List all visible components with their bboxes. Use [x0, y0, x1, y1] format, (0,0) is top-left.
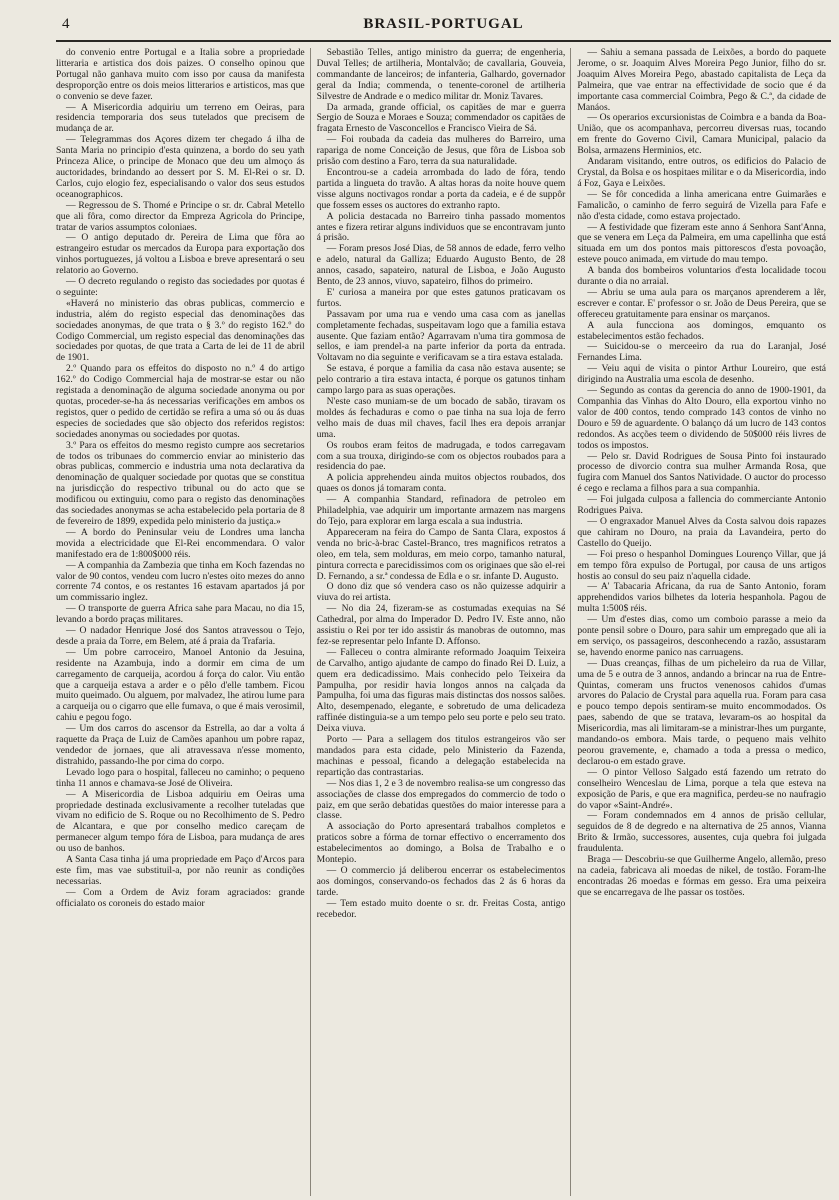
paragraph: — Telegrammas dos Açores dizem ter chegado á ilha de Santa Maria no principio d'esta quinzena, a bordo do seu yath Princeza Alice, o principe de Monaco que deu um almoço ás auctoridades, brindando ao dessert por S. M. El-Rei o sr. D. Carlos, cujo elogio fez, especialisando o valor dos seus estudos oceanographicos. — [56, 134, 305, 200]
paragraph: A Santa Casa tinha já uma propriedade em Paço d'Arcos para este fim, mas vae substituil-a, por não reunir as condições necessarias. — [56, 854, 305, 887]
paragraph: A policia apprehendeu ainda muitos objectos roubados, dos quaes os donos já tomaram conta. — [316, 472, 566, 495]
paragraph: A banda dos bombeiros voluntarios d'esta localidade tocou durante o dia no arraial. — [577, 265, 827, 288]
column-2 — [317, 48, 572, 1196]
paragraph: — Os operarios excursionistas de Coimbra e a banda da Boa-União, que os acompanhava, percorreu diversas ruas, tocando em frente do Governo Civil, Camara Municipal, palacio da Bolsa, armazens Herminios, etc. — [577, 112, 827, 157]
paragraph: — O pintor Velloso Salgado está fazendo um retrato do conselheiro Wenceslau de Lima, porque a tela que esteva na exposição de Paris, e que era magnifica, perdeu-se no naufragio do vapor «Saint-André». — [577, 766, 827, 811]
paragraph: do convenio entre Portugal e a Italia sobre a propriedade litteraria e artistica dos dois paizes. O conselho opinou que Portugal não ganhava muito com isso por causa da manifesta desproporção entre os dois meios litterarios e artisticos, mas que o convenio se deve fazer. — [56, 48, 305, 102]
paragraph: — Suicidou-se o merceeiro da rua do Laranjal, José Fernandes Lima. — [577, 341, 827, 364]
paragraph: — O antigo deputado dr. Pereira de Lima que fôra ao estrangeiro estudar os mercados da Europa para exportação dos vinhos portuguezes, já voltou a Lisboa e breve apresentará o seu relatorio ao Governo. — [56, 232, 305, 277]
paragraph: Passavam por uma rua e vendo uma casa com as janellas completamente fechadas, suspeitavam logo que a familia estava ausente. Que faziam então? Agarravam n'uma tira gommosa de sellos, e iam prendel-a na parte inferior da porta da entrada. Voltavam no dia seguinte e verificavam se a tira estava estalada. — [316, 308, 566, 364]
paragraph: — O commercio já deliberou encerrar os estabelecimentos aos domingos, conservando-os fechados das 2 ás 6 horas da tarde. — [316, 864, 566, 898]
paragraph: Levado logo para o hospital, falleceu no caminho; o pequeno tinha 11 annos e chamava-se José de Oliveira. — [56, 766, 305, 789]
paragraph: 3.º Para os effeitos do mesmo registo cumpre aos secretarios de todos os tribunaes do commercio enviar ao ministerio das obras publicas, commercio e industria uma nota declarativa da denominação de qualquer sociedade por quotas que se constitua na jurisdicção do respectivo tribunal ou do acto que se modificou ou extinguiu, como para o registo das denominações das sociedades anonymas se acha estabelecido pela portaria de 8 de fevereiro de 1899, expedida pelo ministerio da justiça.» — [56, 439, 305, 527]
paragraph: — Abriu se uma aula para os marçanos aprenderem a lêr, escrever e contar. E' professor o sr. João de Deus Pereira, que se offereceu gratuitamente para ensinar os marçanos. — [577, 286, 827, 320]
paragraph: — A companhia da Zambezia que tinha em Koch fazendas no valor de 90 contos, vendeu com lucro n'estes oito mezes do anno corrente 74 contos, e os restantes 16 estavam apartados já por um commissario inglez. — [56, 559, 305, 604]
paragraph: — Foram condemnados em 4 annos de prisão cellular, seguidos de 8 de degredo e na alternativa de 25 annos, Vianna Brito & Irmão, successores, ausentes, cuja quebra foi julgada fraudulenta. — [577, 810, 827, 855]
paragraph: — Um d'estes dias, como um comboio parasse a meio da ponte pensil sobre o Douro, para sahir um empregado que ali ia em serviço, os passageiros, desconhecendo a razão, assustaram se, havendo enorme panico nas carruagens. — [577, 614, 827, 658]
paragraph: — No dia 24, fizeram-se as costumadas exequias na Sé Cathedral, por alma do Imperador D. Pedro IV. Este anno, não assistiu o Rei por ter ido assistir ás manobras de outomno, mas fez-se representar pelo Infante D. Affonso. — [316, 603, 566, 647]
paragraph: «Haverá no ministerio das obras publicas, commercio e industria, além do registo especial das denominações das sociedades anonymas, de que trata o § 3.º do registo 162.º do Codigo Commercial, um registo especial das denominações das sociedades por quotas, de que trata a Carta de lei de 11 de abril de 1901. — [56, 297, 305, 364]
paragraph: Porto — Para a sellagem dos titulos estrangeiros vão ser mandados para esta cidade, pelo Ministerio da Fazenda, machinas e pessoal, ficando a delegação estabelecida na repartição das contrastarias. — [316, 734, 566, 778]
paragraph: — O engraxador Manuel Alves da Costa salvou dois rapazes que cahiram no Douro, na praia da Lavandeira, perto do Castello do Queijo. — [577, 515, 827, 549]
paragraph: 2.º Quando para os effeitos do disposto no n.º 4 do artigo 162.º do Codigo Commercial haja de mostrar-se estar ou não registada a denominação de alguma sociedade anonyma ou por quotas, proceder-se-ha ás necessarias verificações em ambos os registos, quer o pedido de certidão se refira a uma só ou ás duas especies de sociedades que são objecto dos referidos registos: sociedades anonymas ou sociedades por quotas. — [56, 363, 305, 440]
paragraph: Andaram visitando, entre outros, os edificios do Palacio de Crystal, da Bolsa e os hospitaes militar e o da Misericordia, indo á Foz, Gaya e Leixões. — [577, 156, 827, 189]
paragraph: — Foi preso o hespanhol Domingues Lourenço Villar, que já em tempo fôra expulso de Portugal, por causa de uns artigos hostis ao consul do seu paiz n'aquella cidade. — [577, 548, 827, 582]
header-rule — [56, 40, 831, 42]
paragraph: — Foi roubada da cadeia das mulheres do Barreiro, uma rapariga de nome Conceição de Jesus, que fôra de Lisboa sob prisão com destino a Faro, terra da sua naturalidade. — [316, 134, 566, 168]
paragraph: Appareceram na feira do Campo de Santa Clara, expostos á venda no bric-à-brac Castel-Branco, tres magnificos retratos a oleo, em tela, sem molduras, em meio corpo, tamanho natural, pintura correcta e parecidissimos com os originaes que são el-rei D. Fernando, a sr.ª condessa de Edla e o sr. infante D. Augusto. — [316, 526, 566, 582]
column-3 — [577, 48, 831, 1196]
paragraph: O dono diz que só vendera caso os não quizesse adquirir a viuva do rei artista. — [316, 581, 566, 604]
article-columns — [56, 48, 831, 1196]
paragraph: — Se fôr concedida a linha americana entre Guimarães e Famalicão, o caminho de ferro seguirá de Vizella para Fafe e não d'esta cidade, como estava projectado. — [577, 188, 827, 222]
paragraph: — Regressou de S. Thomé e Principe o sr. dr. Cabral Metello que ali fôra, como director da Empreza Agricola do Principe, tratar de varios assumptos coloniaes. — [56, 199, 305, 233]
paragraph: — Sahiu a semana passada de Leixões, a bordo do paquete Jerome, o sr. Joaquim Alves Moreira Pego Junior, filho do sr. Joaquim Alves Moreira Pego, abastado capitalista de Leça da Palmeira, que vae entrar na effectividade de socio que é da importante casa commercial Coimbra, Pego & C.ª, da cidade de Manáos. — [577, 48, 827, 113]
paragraph: — Nos dias 1, 2 e 3 de novembro realisa-se um congresso das associações de classe dos empregados do commercio de todo o paiz, em que serão debatidas questões do maior interesse para a classe. — [316, 777, 566, 822]
paragraph: — Duas creanças, filhas de um picheleiro da rua de Villar, uma de 5 e outra de 3 annos, andando a brincar na rua de Entre-Quintas, comeram uns fructos venenosos cahidos d'umas arvores do Palacio de Crystal para aquella rua. Foram para casa e pouco tempo depois sentiram-se muito encommodados. Os paes, sabendo de que se tratava, levaram-os ao hospital da Misericordia, mas ali limitaram-se a ministrar-lhes um purgante, mandando-os embora. Mais tarde, o pequeno mais velhito peorou gravemente, e, chamado a toda a pressa o medico, declarou-o em estado grave. — [577, 657, 827, 767]
paragraph: Se estava, é porque a familia da casa não estava ausente; se pelo contrario a tira estava intacta, é porque os gatunos tinham campo largo para as suas operações. — [316, 363, 566, 397]
paragraph: Os roubos eram feitos de madrugada, e todos carregavam com a sua trouxa, dirigindo-se com os objectos roubados para a residencia do pae. — [316, 439, 566, 473]
paragraph: — O decreto regulando o registo das sociedades por quotas é o seguinte: — [56, 276, 305, 298]
paragraph: — Foi julgada culposa a fallencia do commerciante Antonio Rodrigues Paiva. — [577, 494, 827, 517]
paragraph: Encontrou-se a cadeia arrombada do lado de fóra, tendo partida a lingueta do travão. A altas horas da noite houve quem visse alguns noctivagos rondar a porta da cadeia, e é de suppôr que fossem esses os auctores do extranho rapto. — [316, 166, 566, 211]
paragraph: — Um pobre carroceiro, Manoel Antonio da Jesuina, residente na Azambuja, indo a dormir em cima de um carregamento de carqueija, acordou á força do calor. Viu então que a carqueija estava a arder e o pêlo d'elle tambem. Ficou muito queimado. Ou alguem, por malvadez, lhe atirou lume para a carqueija ou o cigarro que elle fumava, o que é mais verosimil, cahiu e pegou fogo. — [56, 646, 305, 724]
paragraph: — Falleceu o contra almirante reformado Joaquim Teixeira de Carvalho, antigo ajudante de campo do finado Rei D. Luiz, a quem era dedicadissimo. Mais conhecido pelo Teixeira da Pampulha, por residir havia longos annos na calçada da Pampulha, foi uma das figuras mais distinctas dos nossos salões. Alto, desempenado, elegante, e sobretudo de uma delicadeza raffinée distinguia-se a um tempo pelo seu porte e pelo seu trato. Deixa viuva. — [316, 646, 566, 735]
paragraph: Braga — Descobriu-se que Guilherme Angelo, allemão, preso na cadeia, fabricava ali moedas de nikel, de tostão. Foram-lhe encontradas 26 moedas e fórmas em gesso. Era uma peixeira que se encarregava de lhe passar os tostões. — [577, 854, 827, 898]
paragraph: — A' Tabacaria Africana, da rua de Santo Antonio, foram apprehendidos varios bilhetes da loteria hespanhola. Pagou de multa 1:500$ réis. — [577, 581, 827, 615]
paragraph: — A festividade que fizeram este anno á Senhora Sant'Anna, que se venera em Leça da Palmeira, em uma capellinha que está situada em um dos pontos mais pittorescos d'esta povoação, esteve pouco animada, em virtude do mau tempo. — [577, 221, 827, 266]
paragraph: Da armada, grande official, os capitães de mar e guerra Sergio de Souza e Moraes e Souza; commendador os capitães de fragata Ernesto de Vasconcellos e Francisco Vieira de Sá. — [316, 101, 566, 135]
paragraph: — O nadador Henrique José dos Santos atravessou o Tejo, desde a praia da Torre, em Belem, até á praia da Trafaria. — [56, 625, 305, 647]
paragraph: — A Misericordia adquiriu um terreno em Oeiras, para residencia temporaria dos seus tutelados que precisem de mudança de ar. — [56, 101, 305, 135]
column-1 — [56, 48, 311, 1196]
page-header — [56, 16, 831, 38]
paragraph: — Tem estado muito doente o sr. dr. Freitas Costa, antigo recebedor. — [316, 897, 566, 920]
paragraph: — A companhia Standard, refinadora de petroleo em Philadelphia, vae adquirir um importante armazem nas margens do Tejo, para explorar em larga escala a sua industria. — [316, 494, 566, 527]
page-number: 4 — [62, 16, 70, 32]
paragraph: Sebastião Telles, antigo ministro da guerra; de engenheria, Duval Telles; de artilheria, Montalvão; de cavallaria, Gouveia, commandante de lanceiros; de infanteria, Galhardo, governador geral da India; commenda, o tenente-coronel de artilheria Silvestre de Andrade e o medico militar dr. Moniz Tavares. — [316, 48, 566, 102]
paragraph: E' curiosa a maneira por que estes gatunos praticavam os furtos. — [316, 286, 566, 309]
paragraph: — A bordo do Peninsular veiu de Londres uma lancha movida a electricidade que El-Rei encommendara. O valor manifestado era de 1:800$000 réis. — [56, 526, 305, 560]
paragraph: N'este caso muniam-se de um bocado de sabão, tiravam os moldes ás fechaduras e como o pae tinha na sua loja de ferro velho mais de duas mil chaves, facil lhes era depois arranjar uma. — [316, 396, 566, 440]
paragraph: — Um dos carros do ascensor da Estrella, ao dar a volta á raquette da Praça de Luiz de Camões apanhou um pobre rapaz, vendedor de jornaes, que ali atravessava n'esse momento, distrahido, passando-lhe por cima do corpo. — [56, 723, 305, 767]
paragraph: — Foram presos José Dias, de 58 annos de edade, ferro velho e adelo, natural da Galliza; Eduardo Augusto Bento, de 28 annos, casado, sapateiro, natural de Lisboa, e João Augusto Bento, de 23 annos, viuvo, sapateiro, filhos do primeiro. — [316, 243, 566, 288]
paragraph: A associação do Porto apresentará trabalhos completos e praticos sobre a fórma de tornar effectivo o encerramento dos estabelecimentos ao domingo, a Bolsa de Trabalho e o Montepio. — [316, 821, 566, 866]
paragraph: — A Misericordia de Lisboa adquiriu em Oeiras uma propriedade destinada exclusivamente a recolher tuteladas que vivam no edificio de S. Roque ou no Recolhimento de S. Pedro de Alcantara, e que por conselho medico careçam de permanecer algum tempo fóra de Lisboa, para mudança de ares ou uso de banhos. — [56, 788, 305, 855]
paragraph: — O transporte de guerra Africa sahe para Macau, no dia 15, levando a bordo praças militares. — [56, 603, 305, 626]
paragraph: — Veiu aqui de visita o pintor Arthur Loureiro, que está dirigindo na Australia uma escola de desenho. — [577, 363, 827, 386]
paragraph: — Com a Ordem de Aviz foram agraciados: grande officialato os coroneis do estado maior — [56, 886, 305, 909]
paragraph: A policia destacada no Barreiro tinha passado momentos antes e fizera retirar alguns individuos que se encontravam junto á prisão. — [316, 210, 566, 244]
masthead-title: BRASIL-PORTUGAL — [363, 16, 524, 32]
paragraph: — Segundo as contas da gerencia do anno de 1900-1901, da Companhia das Vinhas do Alto Douro, ella exportou vinho no valor de 400 contos, tendo comprado 143 contos de vinho no Douro e 59 de aguardente. O balanço dá um lucro de 143 contos redondos. As acções teem o dividendo de 50$000 réis livres de todos os impostos. — [577, 385, 827, 451]
paragraph: A aula funcciona aos domingos, emquanto os estabelecimentos estão fechados. — [577, 319, 827, 342]
paragraph: — Pelo sr. David Rodrigues de Sousa Pinto foi instaurado processo de divorcio contra sua mulher Armanda Rosa, que fugira com Manuel dos Santos Natividade. O auctor do processo é cego e reclama a filhos para a sua companhia. — [577, 450, 827, 495]
